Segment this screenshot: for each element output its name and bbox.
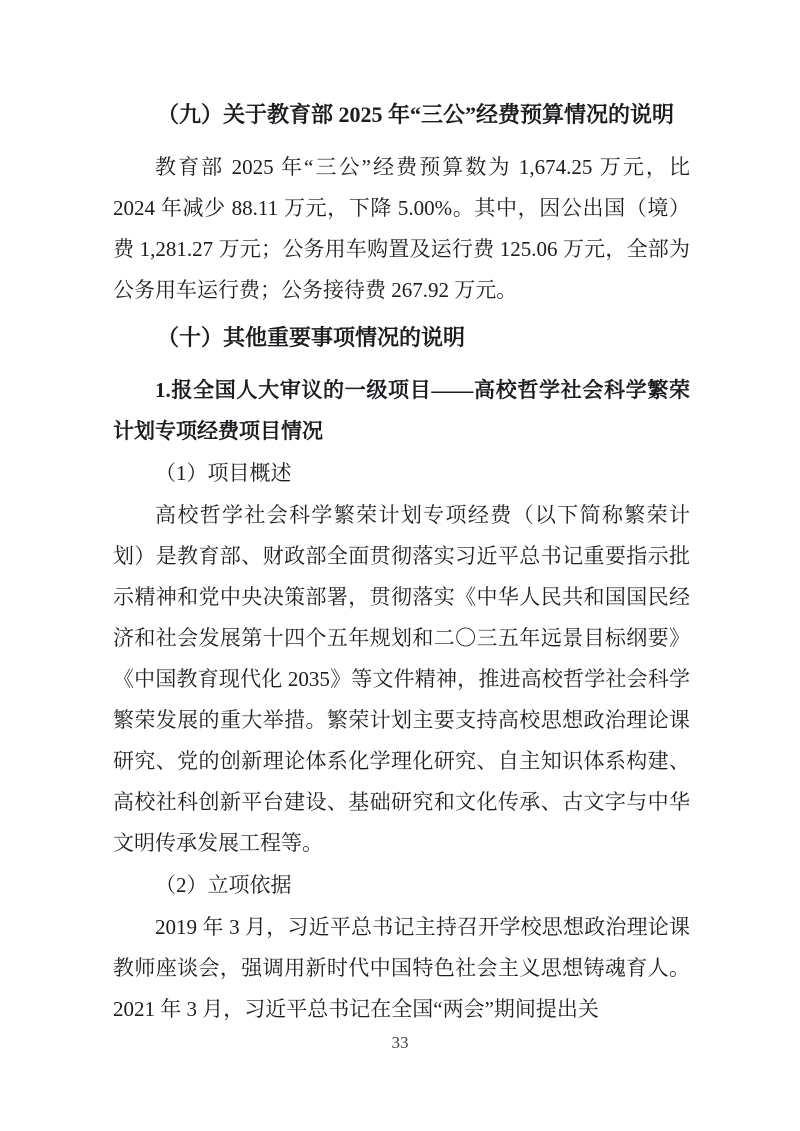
- subheading-project-overview: （1）项目概述: [155, 461, 292, 485]
- section-heading-ten: （十）其他重要事项情况的说明: [157, 325, 466, 350]
- page-number: 33: [391, 1033, 409, 1052]
- paragraph-project-overview: 高校哲学社会科学繁荣计划专项经费（以下简称繁荣计划）是教育部、财政部全面贯彻落实习近平总书记重要指示批示精神和党中央决策部署，贯彻落实《中华人民共和国国民经济和社会发展第十四个五年规划和二〇三五年远景目标纲要》《中国教育现代化 2035》等文件精神，推进高校哲学社会科学繁荣发展的重大举措。繁荣计划主要支持高校思想政治理论课研究、党的创新理论体系化学理化研究、自主知识体系构建、高校社科创新平台建设、基础研究和文化传承、古文字与中华文明传承发展工程等。: [113, 503, 690, 855]
- page-content: [113, 94, 690, 1030]
- paragraph-sangong-budget: 教育部 2025 年“三公”经费预算数为 1,674.25 万元，比 2024 年减少 88.11 万元，下降 5.00%。其中，因公出国（境）费 1,281.27 万元；公务用车购置及运行费 125.06 万元，全部为公务用车运行费；公务接待费 267.92 万元。: [113, 155, 690, 302]
- subheading-npc-project: 1.报全国人大审议的一级项目——高校哲学社会科学繁荣计划专项经费项目情况: [113, 378, 690, 443]
- paragraph-project-basis: 2019 年 3 月，习近平总书记主持召开学校思想政治理论课教师座谈会，强调用新时代中国特色社会主义思想铸魂育人。2021 年 3 月，习近平总书记在全国“两会”期间提出关: [113, 915, 690, 1021]
- subheading-project-basis: （2）立项依据: [155, 873, 292, 897]
- section-heading-nine: （九）关于教育部 2025 年“三公”经费预算情况的说明: [157, 102, 675, 127]
